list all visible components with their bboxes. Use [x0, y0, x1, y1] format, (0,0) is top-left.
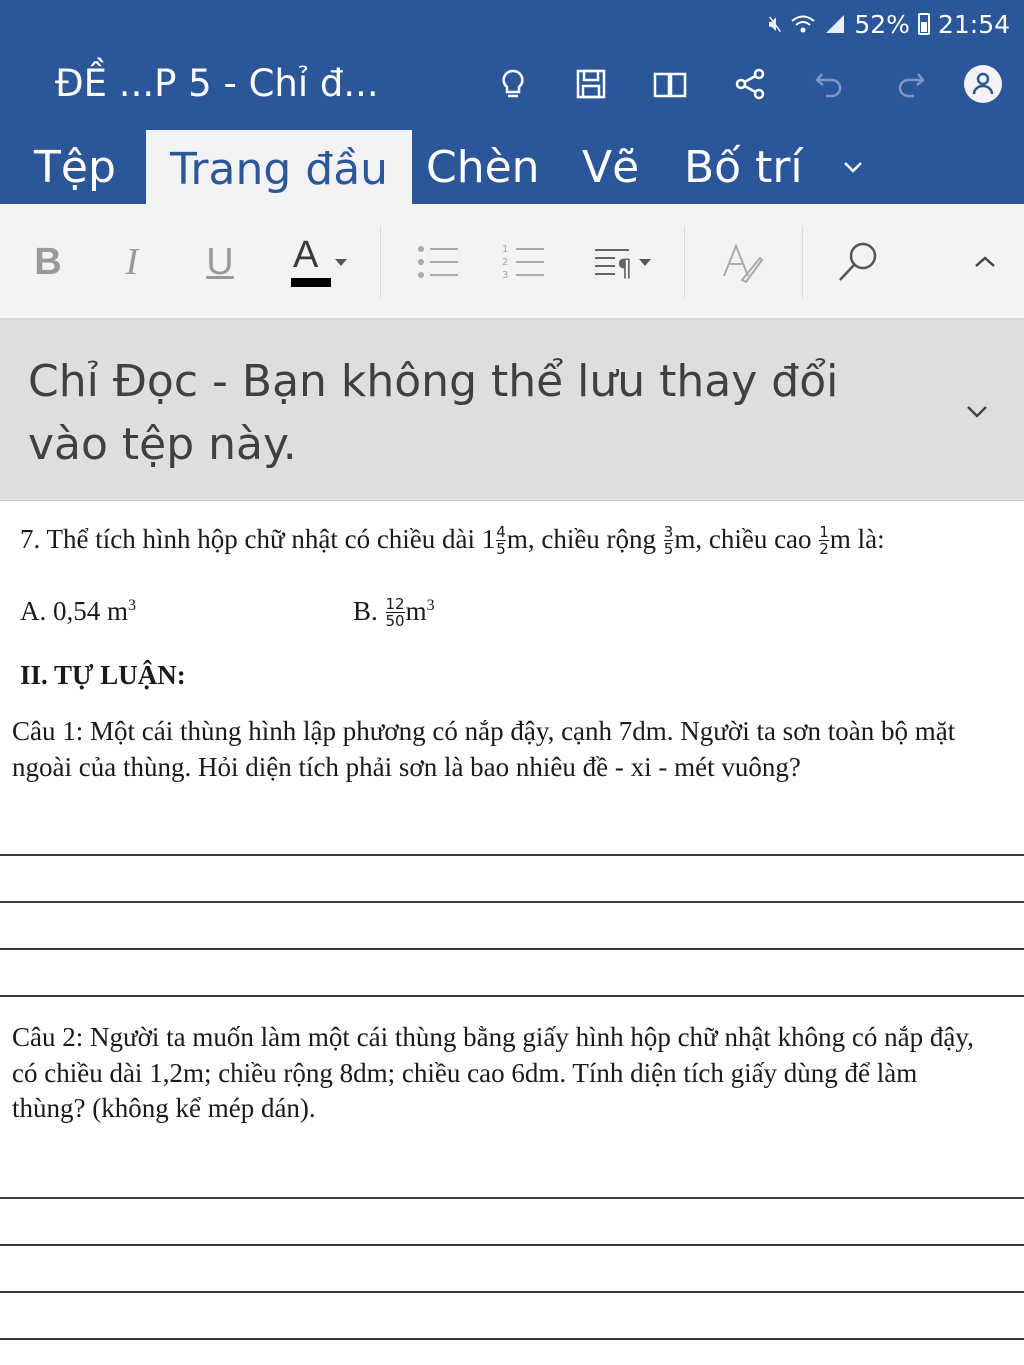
battery-percent: 52% — [854, 9, 910, 39]
tab-file[interactable]: Tệp — [34, 142, 116, 193]
collapse-icon[interactable] — [970, 234, 1000, 290]
question-7 — [20, 524, 885, 558]
option-a — [20, 596, 136, 627]
q7-text: m là: — [829, 524, 885, 554]
font-color-swatch — [291, 278, 331, 287]
bullets-icon[interactable] — [416, 234, 460, 290]
lightbulb-icon[interactable] — [491, 62, 535, 106]
fraction-den: 5 — [663, 539, 674, 558]
app-header — [0, 0, 1024, 204]
tab-draw[interactable]: Vẽ — [582, 142, 640, 193]
undo-icon[interactable] — [808, 62, 852, 106]
answer-line — [0, 854, 1024, 856]
option-a-text: A. 0,54 m — [20, 596, 128, 626]
section-heading: II. TỰ LUẬN: — [20, 660, 186, 690]
account-icon[interactable] — [961, 62, 1005, 106]
answer-line — [0, 1244, 1024, 1246]
battery-icon — [918, 13, 930, 35]
redo-icon[interactable] — [888, 62, 932, 106]
ribbon-toolbar — [0, 204, 1024, 320]
option-b-text: B. — [353, 596, 385, 626]
answer-line — [0, 1291, 1024, 1293]
ribbon-divider — [380, 226, 381, 298]
svg-text:1: 1 — [502, 244, 509, 255]
read-mode-icon[interactable] — [648, 62, 692, 106]
superscript: 3 — [128, 597, 136, 614]
fraction-den: 5 — [496, 539, 506, 558]
mute-icon: 🔇︎ — [768, 11, 783, 37]
fraction-den: 2 — [819, 539, 829, 558]
save-icon[interactable] — [569, 62, 613, 106]
styles-icon[interactable] — [720, 234, 764, 290]
readonly-message: Chỉ Đọc - Bạn không thể lưu thay đổi vào tệp này. — [28, 356, 839, 470]
answer-line — [0, 1338, 1024, 1340]
answer-line — [0, 1197, 1024, 1199]
tab-home[interactable]: Trang đầu — [146, 130, 412, 204]
question-2-line-2: có chiều dài 1,2m; chiều rộng 8dm; chiều cao 6dm. Tính diện tích giấy dùng để làm — [12, 1058, 918, 1088]
share-icon[interactable] — [728, 62, 772, 106]
font-color-button[interactable] — [284, 234, 354, 290]
answer-line — [0, 948, 1024, 950]
find-icon[interactable] — [836, 234, 880, 290]
numbering-icon[interactable] — [502, 234, 546, 290]
fraction-num: 3 — [663, 522, 674, 541]
svg-text:2: 2 — [502, 257, 509, 268]
q7-text: 7. Thể tích hình hộp chữ nhật có chiều dài 1 — [20, 524, 496, 554]
ribbon-divider — [684, 226, 685, 298]
tab-layout[interactable]: Bố trí — [684, 142, 803, 193]
ribbon-tabs — [0, 128, 1024, 204]
document-body — [0, 500, 1024, 1365]
caret-down-icon — [333, 256, 349, 268]
q7-text: m, chiều cao — [674, 524, 819, 554]
fraction — [663, 522, 674, 558]
fraction — [496, 522, 506, 558]
fraction-den: 50 — [385, 611, 405, 630]
italic-button[interactable]: I — [125, 241, 139, 283]
readonly-banner — [0, 320, 1024, 501]
svg-text:3: 3 — [502, 270, 509, 281]
fraction-num: 12 — [385, 594, 405, 613]
option-b — [353, 596, 435, 630]
answer-line — [0, 995, 1024, 997]
svg-text:¶: ¶ — [617, 254, 633, 282]
bold-button[interactable]: B — [34, 240, 62, 283]
font-color-label: A — [293, 234, 319, 276]
superscript: 3 — [426, 597, 435, 614]
option-b-unit: m — [405, 596, 427, 626]
ribbon-divider — [802, 226, 803, 298]
chevron-down-icon[interactable] — [964, 398, 990, 424]
more-tabs-icon[interactable] — [840, 154, 866, 180]
question-1-line-2: ngoài của thùng. Hỏi diện tích phải sơn là bao nhiêu đề - xi - mét vuông? — [12, 752, 801, 782]
status-bar — [769, 6, 1011, 42]
question-2-line-1: Câu 2: Người ta muốn làm một cái thùng bằng giấy hình hộp chữ nhật không có nắp đậy, — [12, 1022, 974, 1052]
wifi-icon — [790, 13, 816, 35]
fraction — [385, 594, 405, 630]
question-2-line-3: thùng? (không kể mép dán). — [12, 1093, 316, 1123]
question-1-line-1: Câu 1: Một cái thùng hình lập phương có nắp đậy, cạnh 7dm. Người ta sơn toàn bộ mặt — [12, 716, 956, 746]
document-title[interactable]: ĐỀ ...P 5 - Chỉ đ... — [55, 62, 379, 105]
fraction-num: 4 — [496, 522, 506, 541]
tab-insert[interactable]: Chèn — [426, 142, 540, 193]
q7-text: m, chiều rộng — [506, 524, 663, 554]
fraction-num: 1 — [819, 522, 829, 541]
fraction — [819, 522, 829, 558]
signal-icon — [824, 13, 846, 35]
answer-line — [0, 901, 1024, 903]
underline-button[interactable]: U — [206, 240, 234, 283]
clock: 21:54 — [937, 9, 1010, 39]
caret-down-icon — [637, 256, 653, 268]
paragraph-icon[interactable] — [590, 234, 656, 290]
